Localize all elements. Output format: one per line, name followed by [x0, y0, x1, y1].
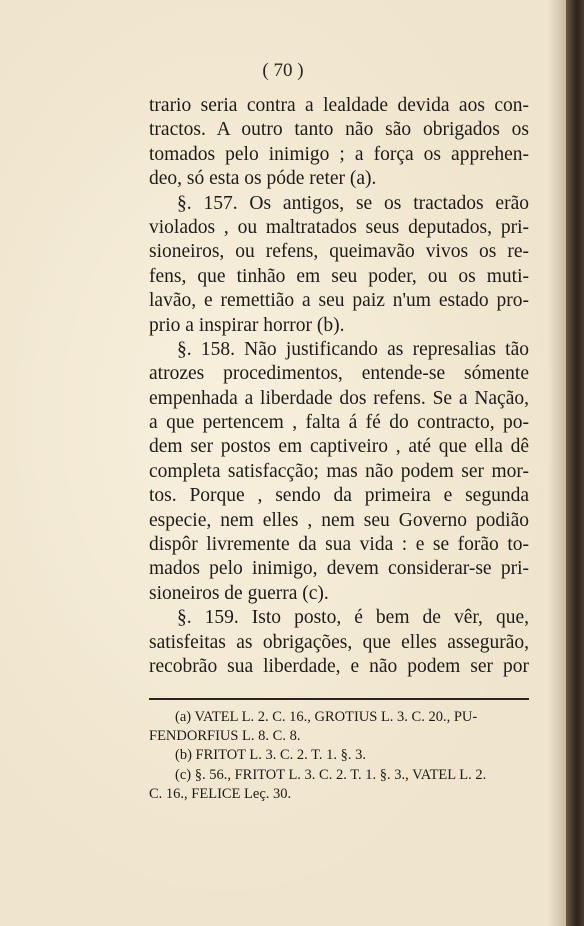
footnote-a-continued: FENDORFIUS L. 8. C. 8.: [149, 728, 301, 745]
text-line: a que pertencem , falta á fé do contracto, po-: [149, 412, 529, 434]
text-line: atrozes procedimentos, entende-se sómente: [149, 363, 529, 385]
footnotes: [149, 708, 529, 804]
text-line: empenhada a liberdade dos refens. Se a Nação,: [149, 387, 529, 409]
text-line: completa satisfacção; mas não podem ser mor-: [149, 460, 529, 482]
text-line: tos. Porque , sendo da primeira e segunda: [149, 485, 529, 507]
footnote-c-continued: C. 16., FELICE Leç. 30.: [149, 785, 292, 802]
text-line: mados pelo inimigo, devem considerar-se pri-: [149, 558, 529, 580]
page-edge-shadow: [548, 0, 566, 926]
text-line: tractos. A outro tanto não são obrigados os: [149, 119, 529, 141]
text-line: sioneiros, ou refens, queimavão vivos os re-: [149, 241, 529, 263]
text-line: dem ser postos em captiveiro , até que ella dê: [149, 436, 529, 458]
text-line: dispôr livremente da sua vida : e se forão to-: [149, 534, 529, 556]
text-line: prio a inspirar horror (b).: [149, 314, 345, 336]
text-line: sioneiros de guerra (c).: [149, 582, 329, 604]
footnote-a: (a) VATEL L. 2. C. 16., GROTIUS L. 3. C. 20., PU-: [175, 709, 478, 725]
page-number: ( 70 ): [262, 60, 304, 81]
text-line: recobrão sua liberdade, e não podem ser por: [149, 655, 529, 677]
text-line: tomados pelo inimigo ; a força os apprehen-: [149, 143, 529, 165]
text-line: deo, só esta os póde reter (a).: [149, 168, 377, 190]
text-line: especie, nem elles , nem seu Governo podião: [149, 509, 529, 531]
footnote-c: (c) §. 56., FRITOT L. 3. C. 2. T. 1. §. 3., VATEL L. 2.: [175, 766, 487, 783]
paragraph-158-start: §. 158. Não justificando as represalias tão: [177, 338, 529, 360]
footnote-b: (b) FRITOT L. 3. C. 2. T. 1. §. 3.: [175, 747, 367, 764]
text-line: satisfeitas as obrigações, que elles assegurão,: [149, 631, 529, 653]
text-line: violados , ou maltratados seus deputados, pri-: [149, 216, 529, 238]
text-line: fens, que tinhão em seu poder, ou os muti-: [149, 265, 529, 287]
text-line: lavão, e remettião a seu paiz n'um estado pro-: [149, 290, 529, 312]
body-text: [149, 94, 529, 679]
paragraph-157-start: §. 157. Os antigos, se os tractados erão: [177, 192, 529, 214]
footnote-rule: [149, 698, 529, 700]
book-spine: [566, 0, 584, 926]
text-line: trario seria contra a lealdade devida aos con-: [149, 95, 529, 116]
paragraph-159-start: §. 159. Isto posto, é bem de vêr, que,: [177, 607, 529, 629]
